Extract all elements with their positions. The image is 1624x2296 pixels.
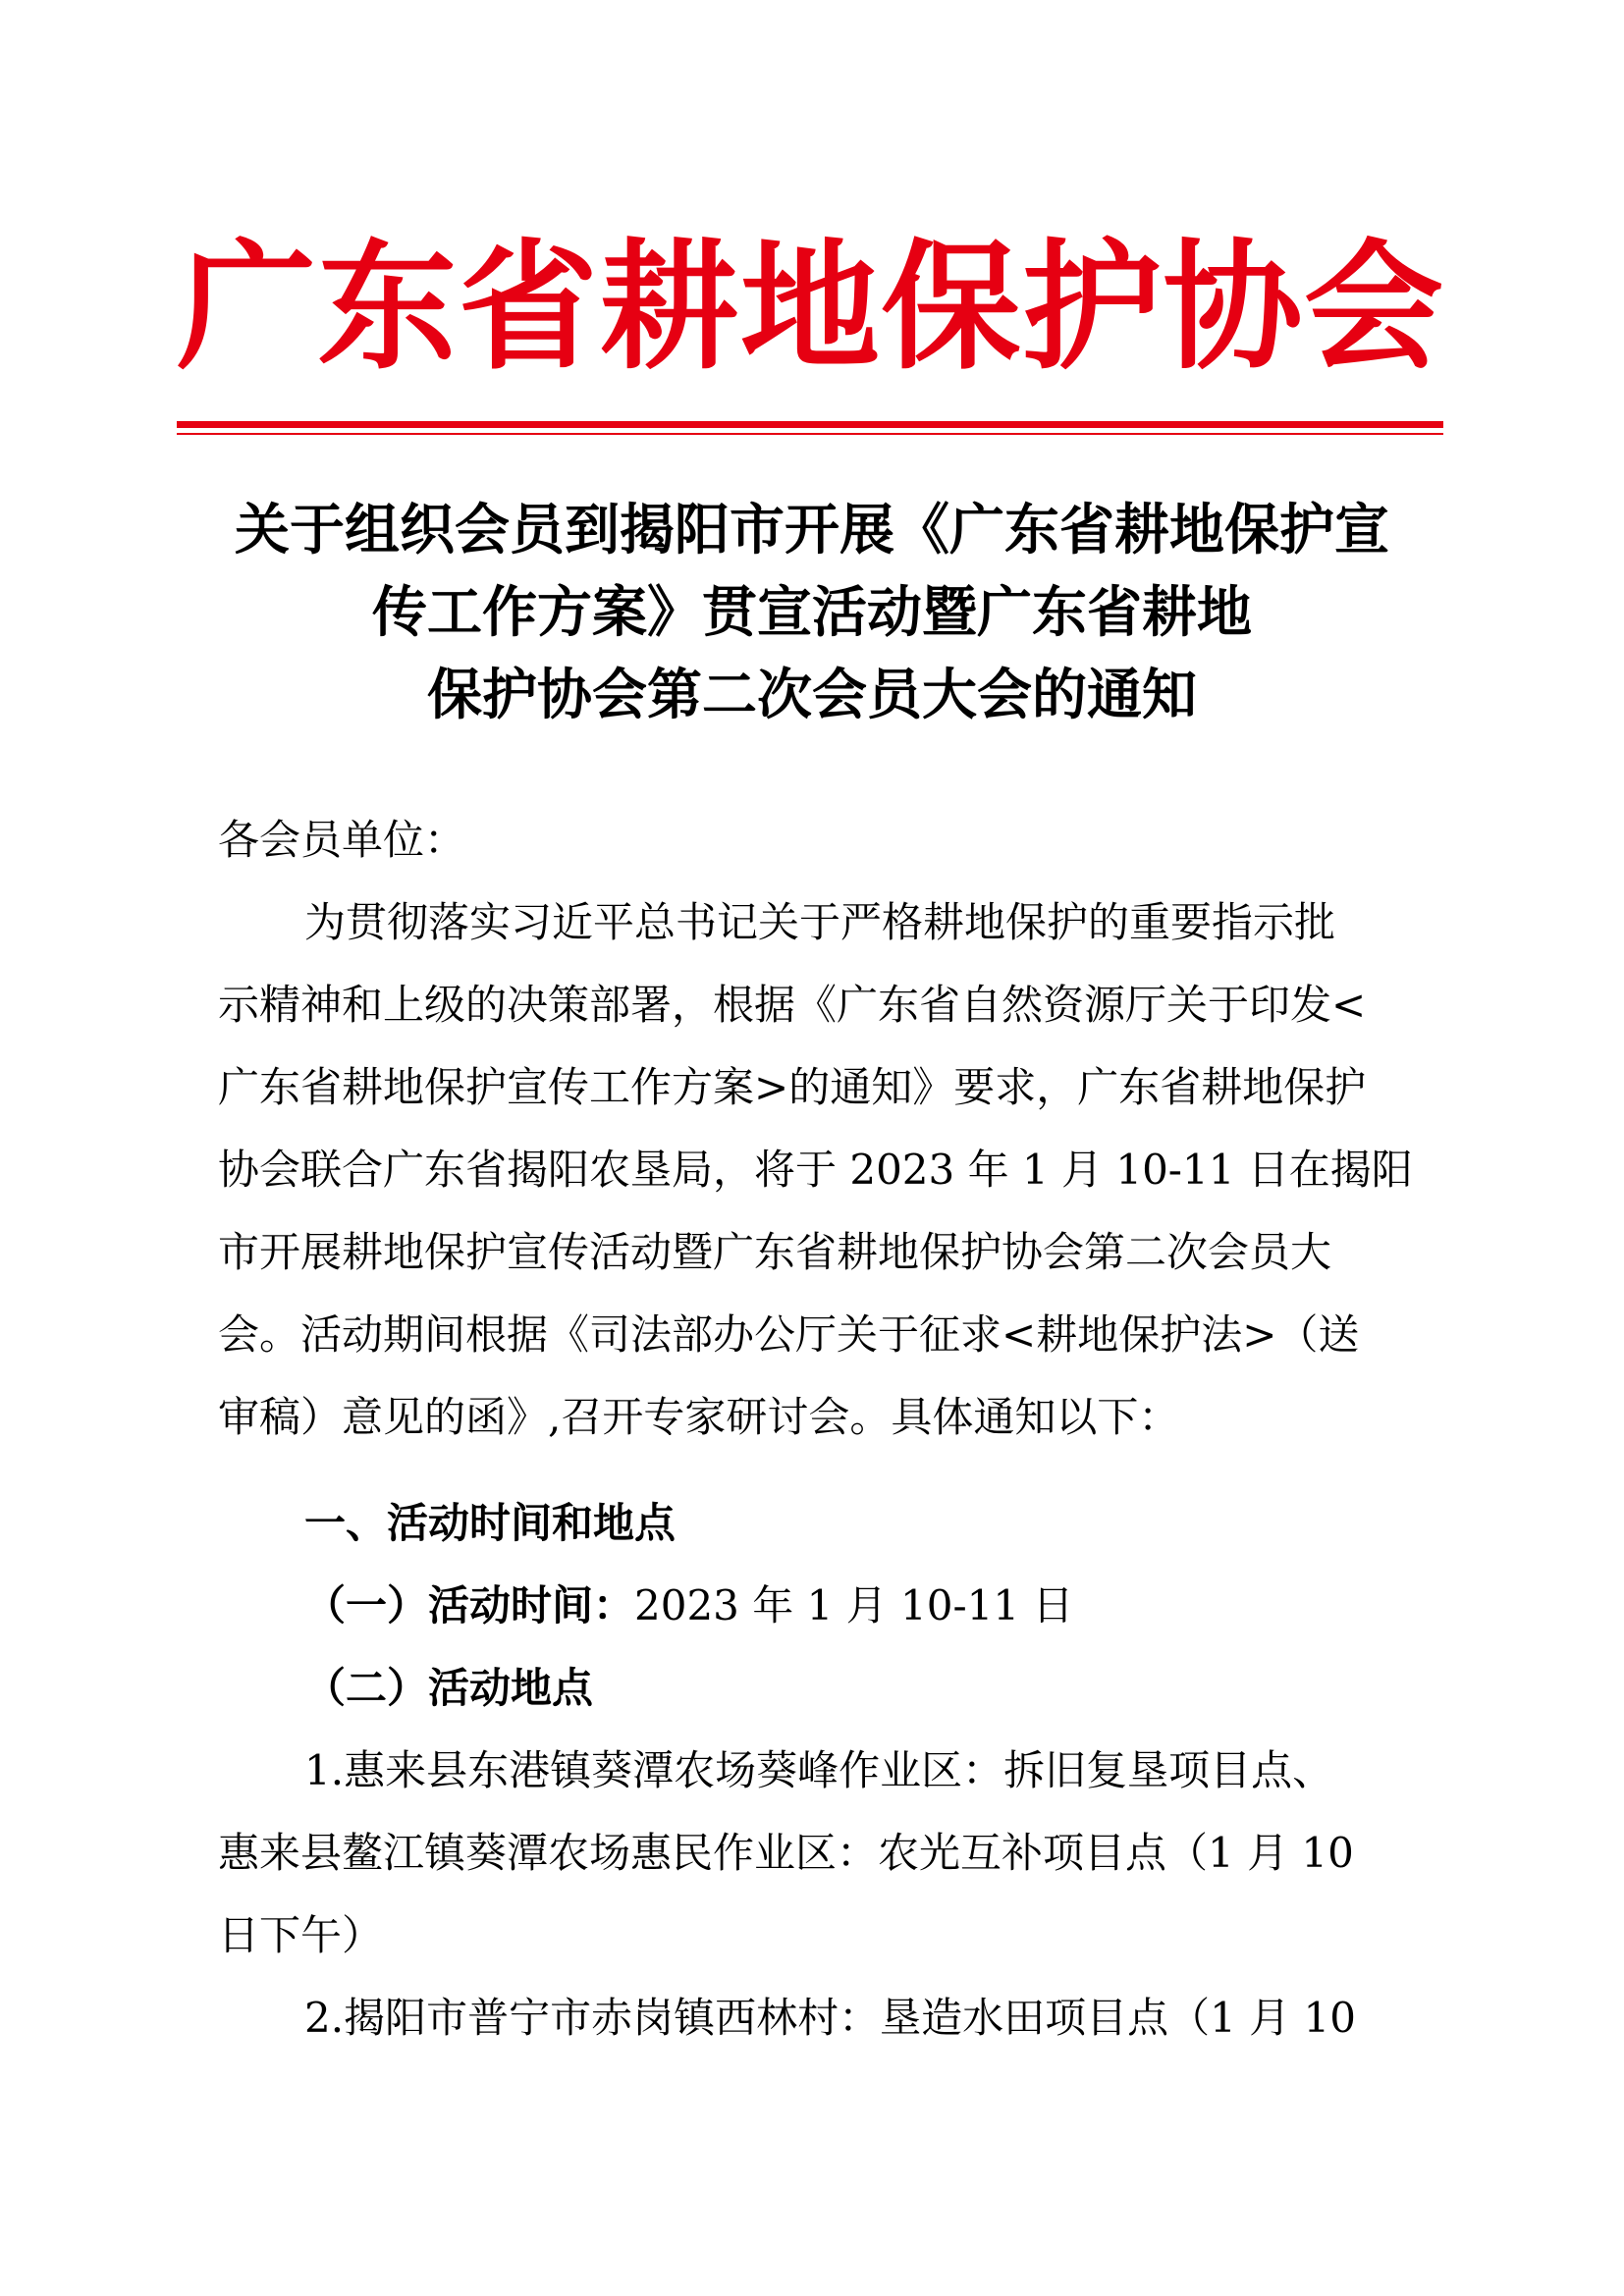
- activity-time-label: （一）活动时间：: [304, 1581, 635, 1629]
- masthead-char: 耕: [599, 226, 739, 389]
- list-item-line: 惠来县鳌江镇葵潭农场惠民作业区：农光互补项目点（1 月 10: [218, 1829, 1354, 1877]
- intro-paragraph: [218, 881, 1421, 1459]
- paragraph-line: 为贯彻落实习近平总书记关于严格耕地保护的重要指示批: [304, 898, 1336, 946]
- list-item-line: 2.揭阳市普宁市赤岗镇西林村：垦造水田项目点（1 月 10: [304, 1994, 1356, 2042]
- masthead-char: 省: [459, 226, 598, 389]
- title-line: 传工作方案》贯宣活动暨广东省耕地: [372, 580, 1252, 645]
- activity-place-label: （二）活动地点: [304, 1664, 594, 1712]
- salutation: 各会员单位：: [218, 816, 466, 864]
- masthead-char: 广: [177, 226, 316, 389]
- activity-time-value: 2023 年 1 月 10-11 日: [634, 1581, 1074, 1629]
- masthead-char: 保: [881, 226, 1021, 389]
- activity-place-heading: [304, 1647, 593, 1730]
- paragraph-line: 协会联合广东省揭阳农垦局，将于 2023 年 1 月 10-11 日在揭阳: [218, 1146, 1413, 1194]
- masthead-char: 护: [1022, 226, 1162, 389]
- list-item: [218, 1730, 1421, 1977]
- title-line: 保护协会第二次会员大会的通知: [427, 663, 1197, 727]
- activity-time: [304, 1565, 1073, 1647]
- list-item: [218, 1977, 1421, 2059]
- masthead-char: 会: [1304, 226, 1443, 389]
- masthead-char: 东: [317, 226, 458, 389]
- masthead-title: [177, 224, 1443, 391]
- masthead-char: 地: [740, 226, 880, 389]
- paragraph-line: 示精神和上级的决策部署，根据《广东省自然资源厅关于印发<: [218, 981, 1367, 1029]
- paragraph-line: 广东省耕地保护宣传工作方案>的通知》要求，广东省耕地保护: [218, 1063, 1367, 1111]
- section-heading: 一、活动时间和地点: [304, 1499, 677, 1547]
- paragraph-line: 审稿）意见的函》,召开专家研讨会。具体通知以下：: [218, 1393, 1180, 1441]
- list-item-line: 1.惠来县东港镇葵潭农场葵峰作业区：拆旧复垦项目点、: [304, 1746, 1334, 1794]
- title-line: 关于组织会员到揭阳市开展《广东省耕地保护宣: [235, 498, 1389, 562]
- paragraph-line: 会。活动期间根据《司法部办公厅关于征求<耕地保护法>（送: [218, 1310, 1360, 1359]
- document-title: [196, 489, 1428, 736]
- list-item-line: 日下午）: [218, 1911, 384, 1959]
- masthead-divider-thin: [177, 433, 1443, 435]
- masthead-char: 协: [1163, 226, 1303, 389]
- masthead-divider-thick: [177, 421, 1443, 428]
- paragraph-line: 市开展耕地保护宣传活动暨广东省耕地保护协会第二次会员大: [218, 1228, 1332, 1276]
